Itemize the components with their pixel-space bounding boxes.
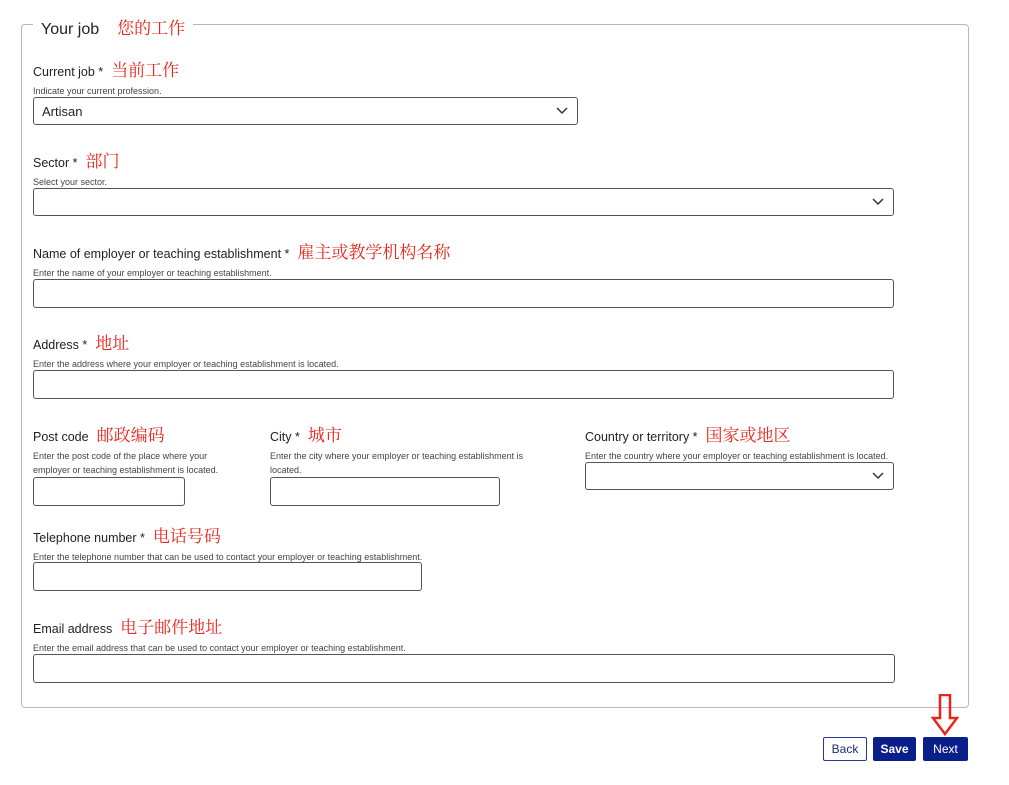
sector-label: Sector * bbox=[33, 156, 78, 170]
current-job-field bbox=[33, 56, 179, 98]
city-annotation: 城市 bbox=[307, 426, 342, 446]
current-job-value: Artisan bbox=[42, 103, 83, 119]
post-code-annotation: 邮政编码 bbox=[96, 426, 165, 446]
address-help: Enter the address where your employer or teaching establishment is located. bbox=[33, 359, 339, 369]
telephone-input[interactable] bbox=[33, 562, 422, 591]
country-annotation: 国家或地区 bbox=[705, 426, 791, 446]
post-code-help-line1: Enter the post code of the place where your bbox=[33, 451, 208, 461]
address-label: Address * bbox=[33, 338, 88, 352]
address-annotation: 地址 bbox=[95, 334, 130, 354]
email-annotation: 电子邮件地址 bbox=[120, 618, 223, 638]
chevron-down-icon bbox=[871, 195, 885, 209]
address-field bbox=[33, 329, 339, 371]
post-code-input[interactable] bbox=[33, 477, 185, 506]
telephone-field bbox=[33, 522, 422, 564]
employer-name-input[interactable] bbox=[33, 279, 894, 308]
chevron-down-icon bbox=[555, 104, 569, 118]
employer-name-field bbox=[33, 238, 450, 280]
country-field bbox=[585, 421, 888, 463]
country-select[interactable] bbox=[585, 462, 894, 490]
post-code-help-line2: employer or teaching establishment is located. bbox=[33, 465, 219, 475]
telephone-label: Telephone number * bbox=[33, 531, 145, 545]
employer-name-help: Enter the name of your employer or teaching establishment. bbox=[33, 268, 272, 278]
country-help: Enter the country where your employer or teaching establishment is located. bbox=[585, 451, 889, 461]
address-input[interactable] bbox=[33, 370, 894, 399]
next-button[interactable]: Next bbox=[923, 737, 968, 761]
current-job-select[interactable] bbox=[33, 97, 578, 125]
city-input[interactable] bbox=[270, 477, 500, 506]
fieldset-legend bbox=[33, 14, 193, 39]
back-button[interactable]: Back bbox=[823, 737, 867, 761]
post-code-field bbox=[33, 421, 218, 477]
current-job-label: Current job * bbox=[33, 65, 104, 79]
chevron-down-icon bbox=[871, 469, 885, 483]
email-label: Email address bbox=[33, 622, 113, 636]
city-help-line2: located. bbox=[270, 465, 302, 475]
post-code-label: Post code bbox=[33, 430, 89, 444]
sector-select[interactable] bbox=[33, 188, 894, 216]
employer-name-label: Name of employer or teaching establishment * bbox=[33, 247, 290, 261]
telephone-annotation: 电话号码 bbox=[152, 527, 221, 547]
sector-help: Select your sector. bbox=[33, 177, 108, 187]
city-help-line1: Enter the city where your employer or teaching establishment is bbox=[270, 451, 524, 461]
email-help: Enter the email address that can be used to contact your employer or teaching establishment. bbox=[33, 643, 406, 653]
email-field bbox=[33, 613, 406, 655]
sector-field bbox=[33, 147, 119, 189]
country-label: Country or territory * bbox=[585, 430, 698, 444]
section-title-annotation: 您的工作 bbox=[117, 19, 186, 39]
employer-name-annotation: 雇主或教学机构名称 bbox=[297, 243, 451, 263]
city-label: City * bbox=[270, 430, 300, 444]
save-button[interactable]: Save bbox=[873, 737, 916, 761]
city-field bbox=[270, 421, 523, 477]
email-input[interactable] bbox=[33, 654, 895, 683]
arrow-down-icon bbox=[931, 694, 959, 736]
telephone-help: Enter the telephone number that can be used to contact your employer or teaching establishment. bbox=[33, 552, 423, 562]
section-title: Your job bbox=[41, 21, 100, 38]
sector-annotation: 部门 bbox=[85, 152, 120, 172]
current-job-annotation: 当前工作 bbox=[111, 61, 180, 81]
current-job-help: Indicate your current profession. bbox=[33, 86, 162, 96]
